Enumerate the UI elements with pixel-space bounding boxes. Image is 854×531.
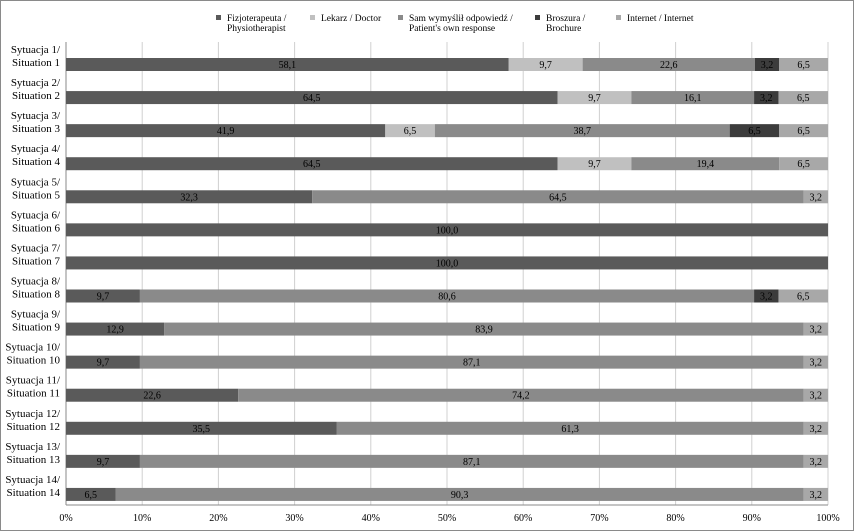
data-label: 64,5: [549, 192, 567, 204]
legend-swatch: [616, 15, 621, 20]
x-tick-label: 70%: [590, 513, 609, 524]
data-label: 35,5: [192, 423, 211, 435]
data-label: 87,1: [463, 456, 481, 468]
legend-label: Fizjoterapeuta /: [227, 14, 287, 24]
category-label: Situation 9: [12, 321, 60, 334]
gridlines: [66, 42, 828, 505]
x-tick-label: 10%: [133, 513, 152, 524]
category-label: Situation 6: [12, 222, 60, 235]
data-label: 100,0: [435, 225, 459, 237]
data-label: 16,1: [683, 93, 702, 105]
data-label: 3,2: [809, 324, 823, 336]
data-label: 9,7: [96, 357, 110, 369]
data-label: 9,7: [539, 60, 552, 71]
legend-swatch: [535, 15, 540, 20]
legend-swatch: [216, 15, 221, 20]
data-label: 9,7: [588, 93, 601, 105]
category-label: Sytuacja 9/: [10, 308, 60, 321]
data-label: 58,1: [278, 60, 297, 71]
x-tick-label: 100%: [816, 513, 840, 524]
legend-label: Lekarz / Doctor: [321, 14, 382, 24]
category-labels: [5, 44, 61, 499]
data-label: 3,2: [809, 192, 823, 204]
data-label: 83,9: [475, 324, 493, 336]
legend-label: Patient's own response: [409, 24, 496, 34]
data-label: 87,1: [463, 357, 481, 369]
data-label: 90,3: [450, 489, 469, 501]
data-label: 3,2: [809, 357, 823, 369]
legend-label: Brochure: [546, 24, 582, 34]
category-label: Sytuacja 8/: [10, 275, 60, 288]
x-tick-label: 0%: [59, 513, 73, 524]
x-tick-label: 80%: [666, 513, 685, 524]
legend-label: Physiotherapist: [227, 24, 286, 34]
category-label: Sytuacja 5/: [10, 176, 60, 189]
x-tick-label: 30%: [285, 513, 304, 524]
category-label: Sytuacja 11/: [5, 374, 60, 387]
data-label: 38,7: [573, 126, 592, 138]
category-label: Situation 12: [6, 420, 60, 433]
category-label: Situation 1: [12, 57, 60, 69]
category-label: Sytuacja 13/: [5, 440, 60, 453]
category-label: Situation 2: [12, 90, 60, 103]
data-label: 6,5: [403, 126, 417, 138]
category-label: Situation 10: [6, 354, 60, 367]
data-label: 64,5: [302, 93, 321, 105]
category-label: Sytuacja 1/: [10, 44, 60, 56]
category-label: Situation 7: [12, 255, 60, 268]
data-label: 3,2: [809, 390, 823, 402]
category-label: Sytuacja 4/: [10, 143, 60, 156]
data-label: 9,7: [96, 291, 110, 303]
data-label: 6,5: [796, 291, 810, 303]
legend: [216, 14, 694, 34]
data-label: 6,5: [796, 93, 810, 105]
data-label: 32,3: [180, 192, 198, 204]
data-label: 6,5: [748, 126, 761, 138]
data-label: 3,2: [760, 291, 773, 303]
data-label: 80,6: [438, 291, 456, 303]
data-label: 9,7: [96, 456, 110, 468]
category-label: Sytuacja 2/: [10, 77, 60, 90]
data-label: 3,2: [809, 423, 823, 435]
category-label: Sytuacja 12/: [5, 407, 60, 420]
data-label: 12,9: [106, 324, 124, 336]
data-label: 61,3: [561, 423, 579, 435]
category-label: Situation 4: [12, 156, 60, 169]
data-label: 3,2: [809, 489, 823, 501]
x-tick-label: 40%: [361, 513, 380, 524]
data-label: 3,2: [760, 93, 773, 105]
x-tick-labels: [59, 513, 839, 524]
data-label: 6,5: [797, 126, 810, 138]
category-label: Sytuacja 14/: [5, 473, 60, 486]
category-label: Situation 14: [6, 486, 60, 499]
data-label: 22,6: [659, 60, 678, 71]
data-label: 41,9: [216, 126, 235, 138]
data-label: 6,5: [84, 489, 98, 501]
category-label: Situation 3: [12, 123, 60, 136]
legend-label: Sam wymyślił odpowiedź /: [409, 14, 513, 24]
legend-swatch: [398, 15, 403, 20]
x-tick-label: 20%: [209, 513, 228, 524]
x-tick-label: 90%: [742, 513, 761, 524]
legend-label: Internet / Internet: [627, 14, 694, 24]
category-label: Situation 8: [12, 288, 60, 301]
category-label: Sytuacja 3/: [10, 110, 60, 123]
data-label: 19,4: [696, 159, 715, 171]
category-label: Sytuacja 7/: [10, 242, 60, 255]
data-label: 9,7: [588, 159, 601, 171]
data-label: 100,0: [435, 258, 459, 270]
data-label: 64,5: [302, 159, 321, 171]
data-label: 6,5: [797, 159, 810, 171]
category-label: Situation 11: [6, 387, 60, 400]
data-label: 22,6: [143, 390, 161, 402]
category-label: Sytuacja 6/: [10, 209, 60, 222]
data-label: 6,5: [797, 60, 810, 71]
category-label: Sytuacja 10/: [5, 341, 60, 354]
category-label: Situation 5: [12, 189, 60, 202]
category-label: Situation 13: [6, 453, 60, 466]
legend-swatch: [310, 15, 315, 20]
legend-label: Broszura /: [546, 14, 586, 24]
data-label: 3,2: [809, 456, 823, 468]
data-label: 74,2: [512, 390, 530, 402]
data-label: 3,2: [760, 60, 774, 71]
x-tick-label: 50%: [437, 513, 457, 524]
x-tick-label: 60%: [514, 513, 533, 524]
